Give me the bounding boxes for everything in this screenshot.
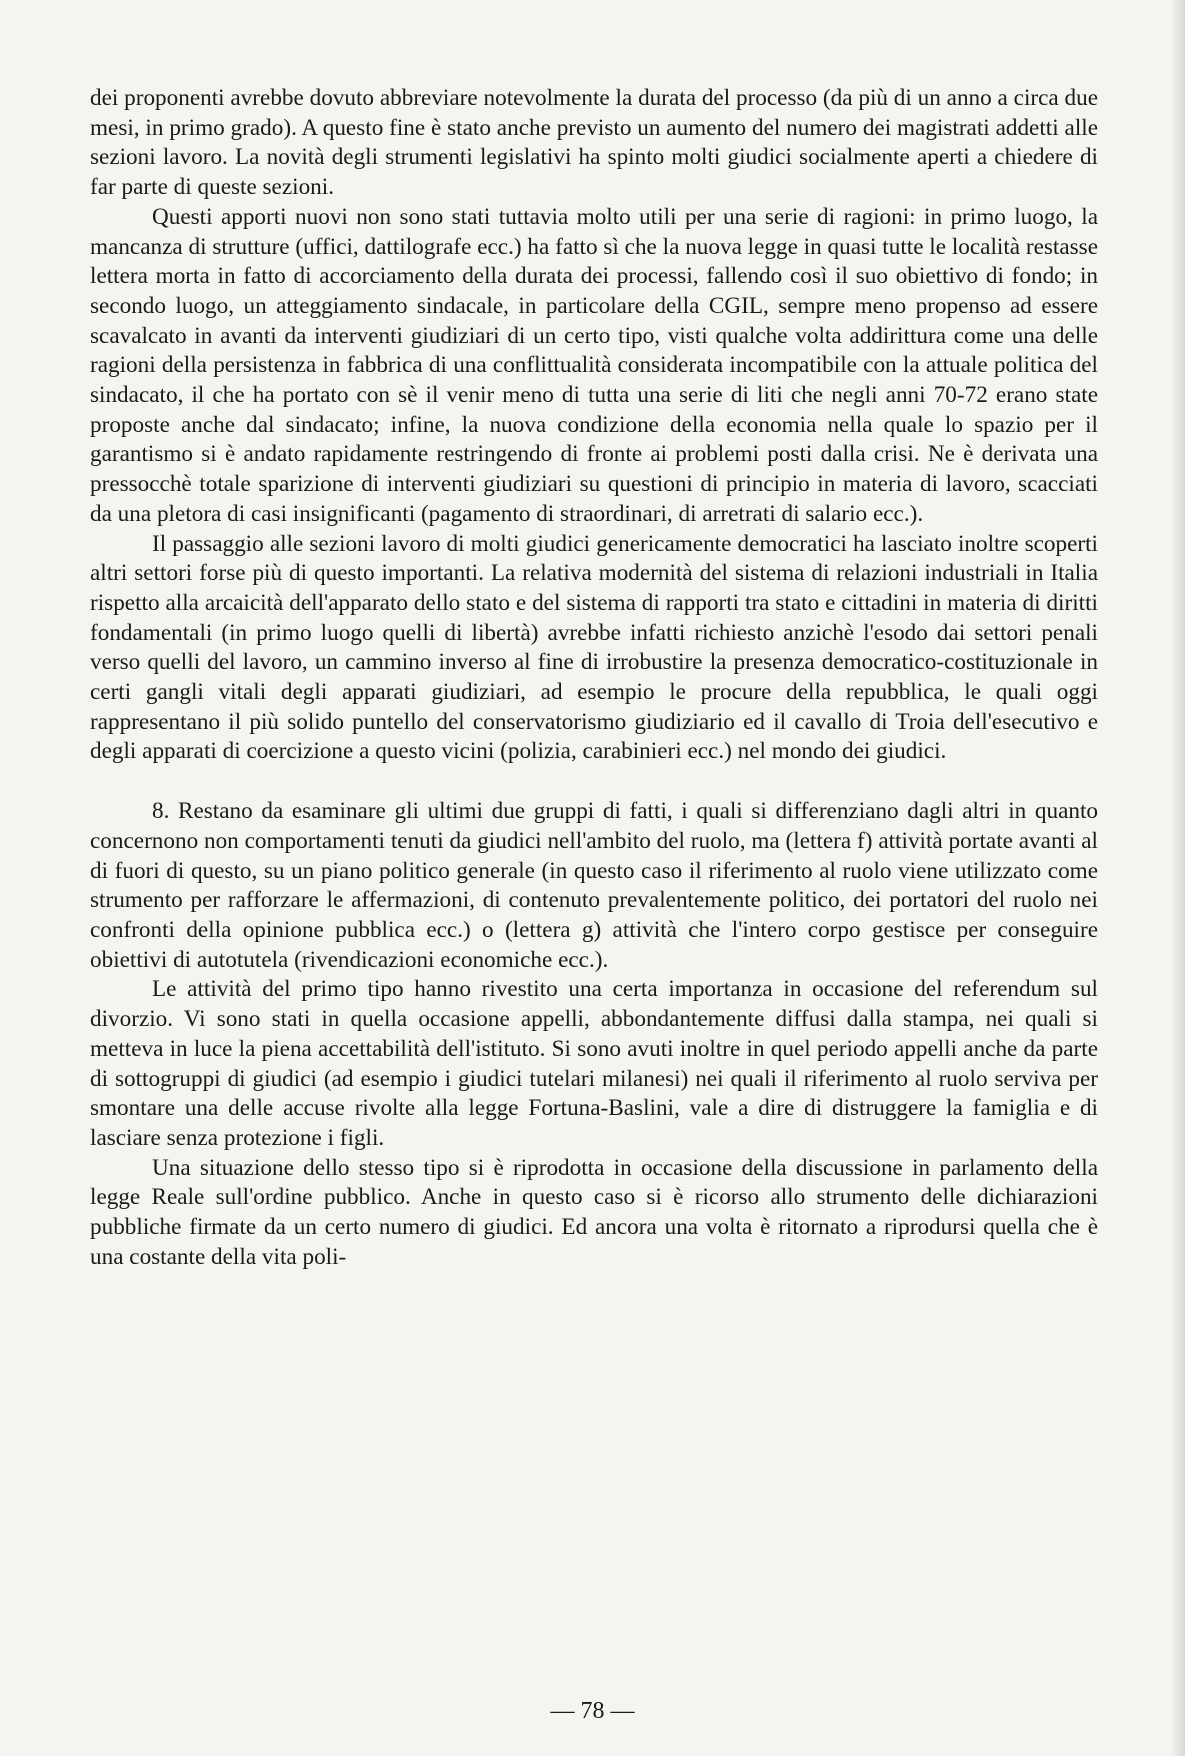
paragraph-2: Questi apporti nuovi non sono stati tuttavia molto utili per una serie di ragioni: in primo luogo, la mancanza di strutture (uffici, dattilografe ecc.) ha fatto sì che la nuova legge in quasi tutte le località restasse lettera morta in fatto di accorciamento della durata dei processi, fallendo così il suo obiettivo di fondo; in secondo luogo, un atteggiamento sindacale, in particolare della CGIL, sempre meno propenso ad essere scavalcato in avanti da interventi giudiziari di un certo tipo, visti qualche volta addirittura come una delle ragioni della persistenza in fabbrica di una conflittualità considerata incompatibile con la attuale politica del sindacato, il che ha portato con sè il venir meno di tutta una serie di liti che negli anni 70-72 erano state proposte anche dal sindacato; infine, la nuova condizione della economia nella quale lo spazio per il garantismo si è andato rapidamente restringendo di fronte ai problemi posti dalla crisi. Ne è derivata una pressocchè totale sparizione di interventi giudiziari su questioni di principio in materia di lavoro, scacciati da una pletora di casi insignificanti (pagamento di straordinari, di arretrati di salario ecc.). (90, 203, 1098, 527)
paragraph-4: 8. Restano da esaminare gli ultimi due gruppi di fatti, i quali si differenziano dagli altri in quanto concernono non comportamenti tenuti da giudici nell'ambito del ruolo, ma (lettera f) attività portate avanti al di fuori di questo, su un piano politico generale (in questo caso il riferimento al ruolo viene utilizzato come strumento per rafforzare le affermazioni, di contenuto prevalentemente politico, dei portatori del ruolo nei confronti della opinione pubblica ecc.) o (lettera g) attività che l'intero corpo gestisce per conseguire obiettivi di autotutela (rivendicazioni economiche ecc.). (90, 798, 1098, 973)
page-number: — 78 — (550, 1698, 635, 1724)
paragraph-3: Il passaggio alle sezioni lavoro di molti giudici genericamente democratici ha lasciato inoltre scoperti altri settori forse più di questo importanti. La relativa modernità del sistema di relazioni industriali in Italia rispetto alla arcaicità dell'apparato dello stato e del sistema di rapporti tra stato e cittadini in materia di diritti fondamentali (in primo luogo quelli di libertà) avrebbe infatti richiesto anzichè l'esodo dai settori penali verso quelli del lavoro, un cammino inverso al fine di irrobustire la presenza democratico-costituzionale in certi gangli vitali degli apparati giudiziari, ad esempio le procure della repubblica, le quali oggi rappresentano il più solido puntello del conservatorismo giudiziario ed il cavallo di Troia dell'esecutivo e degli apparati di coercizione a questo vicini (polizia, carabinieri ecc.) nel mondo dei giudici. (90, 530, 1098, 765)
paragraph-1: dei proponenti avrebbe dovuto abbreviare notevolmente la durata del processo (da più di un anno a circa due mesi, in primo grado). A questo fine è stato anche previsto un aumento del numero dei magistrati addetti alle sezioni lavoro. La novità degli strumenti legislativi ha spinto molti giudici socialmente aperti a chiedere di far parte di queste sezioni. (90, 85, 1098, 201)
body-text (90, 84, 1098, 1272)
section-gap (90, 767, 1098, 797)
paragraph-5: Le attività del primo tipo hanno rivestito una certa importanza in occasione del referendum sul divorzio. Vi sono stati in quella occasione appelli, abbondantemente diffusi dalla stampa, nei quali si metteva in luce la piena accettabilità dell'istituto. Si sono avuti inoltre in quel periodo appelli anche da parte di sottogruppi di giudici (ad esempio i giudici tutelari milanesi) nei quali il riferimento al ruolo serviva per smontare una delle accuse rivolte alla legge Fortuna-Baslini, vale a dire di distruggere la famiglia e di lasciare senza protezione i figli. (90, 976, 1098, 1151)
page-edge-shadow (1171, 0, 1185, 1756)
paragraph-6: Una situazione dello stesso tipo si è riprodotta in occasione della discussione in parlamento della legge Reale sull'ordine pubblico. Anche in questo caso si è ricorso allo strumento delle dichiarazioni pubbliche firmate da un certo numero di giudici. Ed ancora una volta è ritornato a riprodursi quella che è una costante della vita poli- (90, 1154, 1098, 1270)
